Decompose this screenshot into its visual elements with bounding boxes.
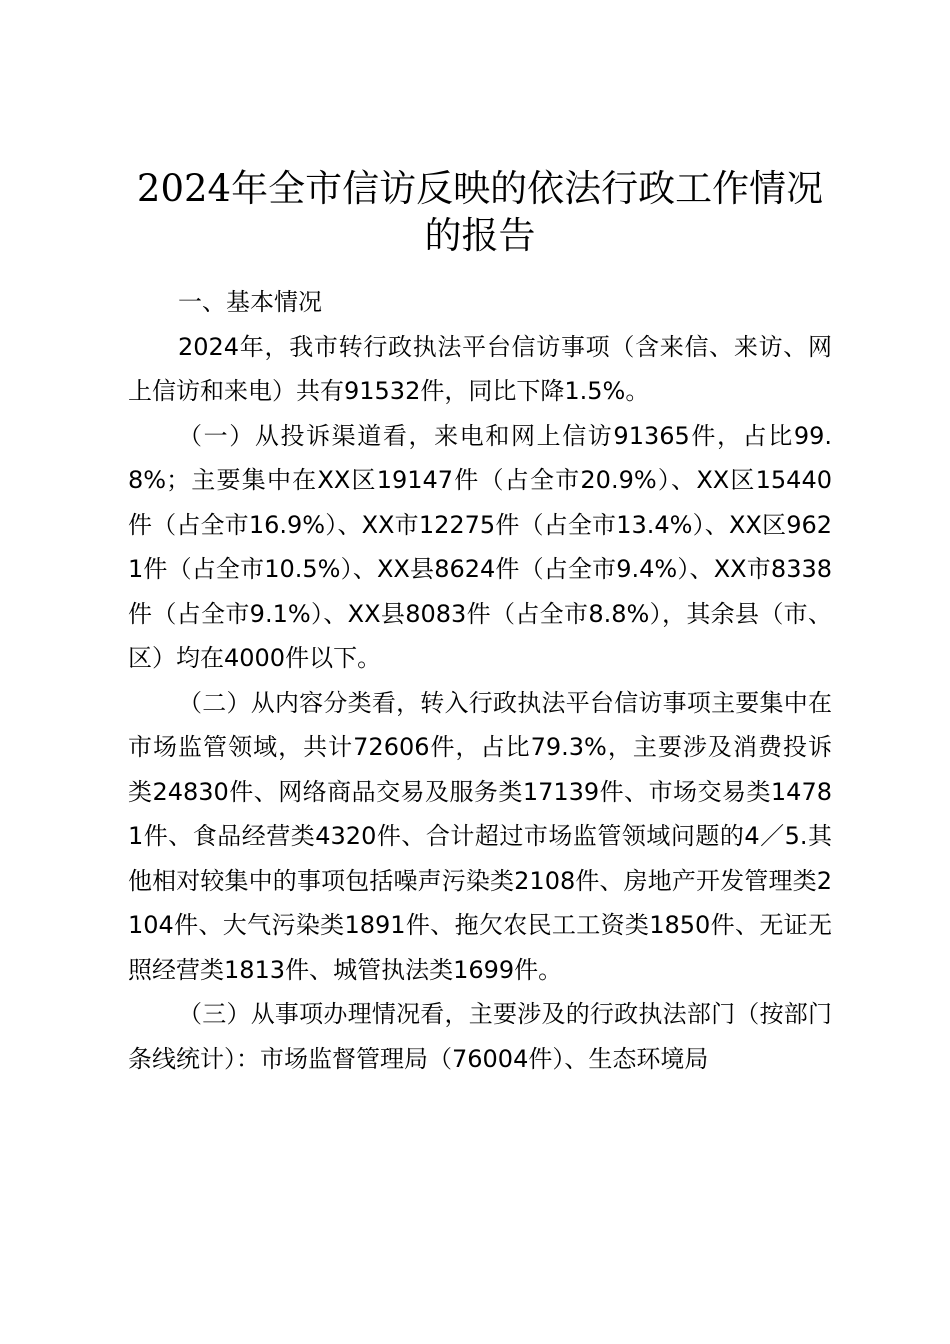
paragraph-summary: 2024年，我市转行政执法平台信访事项（含来信、来访、网上信访和来电）共有91532件，同比下降1.5%。 [128, 332, 832, 405]
paragraph-content-categories: （二）从内容分类看，转入行政执法平台信访事项主要集中在市场监管领域，共计72606件，占比79.3%，主要涉及消费投诉类24830件、网络商品交易及服务类17139件、市场交易类14781件、食品经营类4320件、合计超过市场监管领域问题的4／5.其他相对较集中的事项包括噪声污染类2108件、房地产开发管理类2104件、大气污染类1891件、拖欠农民工工资类1850件、无证无照经营类1813件、城管执法类1699件。 [128, 688, 832, 984]
paragraph-complaint-channels: （一）从投诉渠道看，来电和网上信访91365件，占比99.8%；主要集中在XX区19147件（占全市20.9%）、XX区15440件（占全市16.9%）、XX市12275件（占全市13.4%）、XX区9621件（占全市10.5%）、XX县8624件（占全市9.4%）、XX市8338件（占全市9.1%）、XX县8083件（占全市8.8%），其余县（市、区）均在4000件以下。 [128, 421, 832, 672]
paragraph-handling-status: （三）从事项办理情况看，主要涉及的行政执法部门（按部门条线统计）：市场监督管理局（76004件）、生态环境局 [128, 1000, 832, 1073]
document-body [128, 280, 832, 1081]
document-title: 2024年全市信访反映的依法行政工作情况的报告 [136, 167, 824, 257]
section-heading: 一、基本情况 [178, 288, 322, 316]
